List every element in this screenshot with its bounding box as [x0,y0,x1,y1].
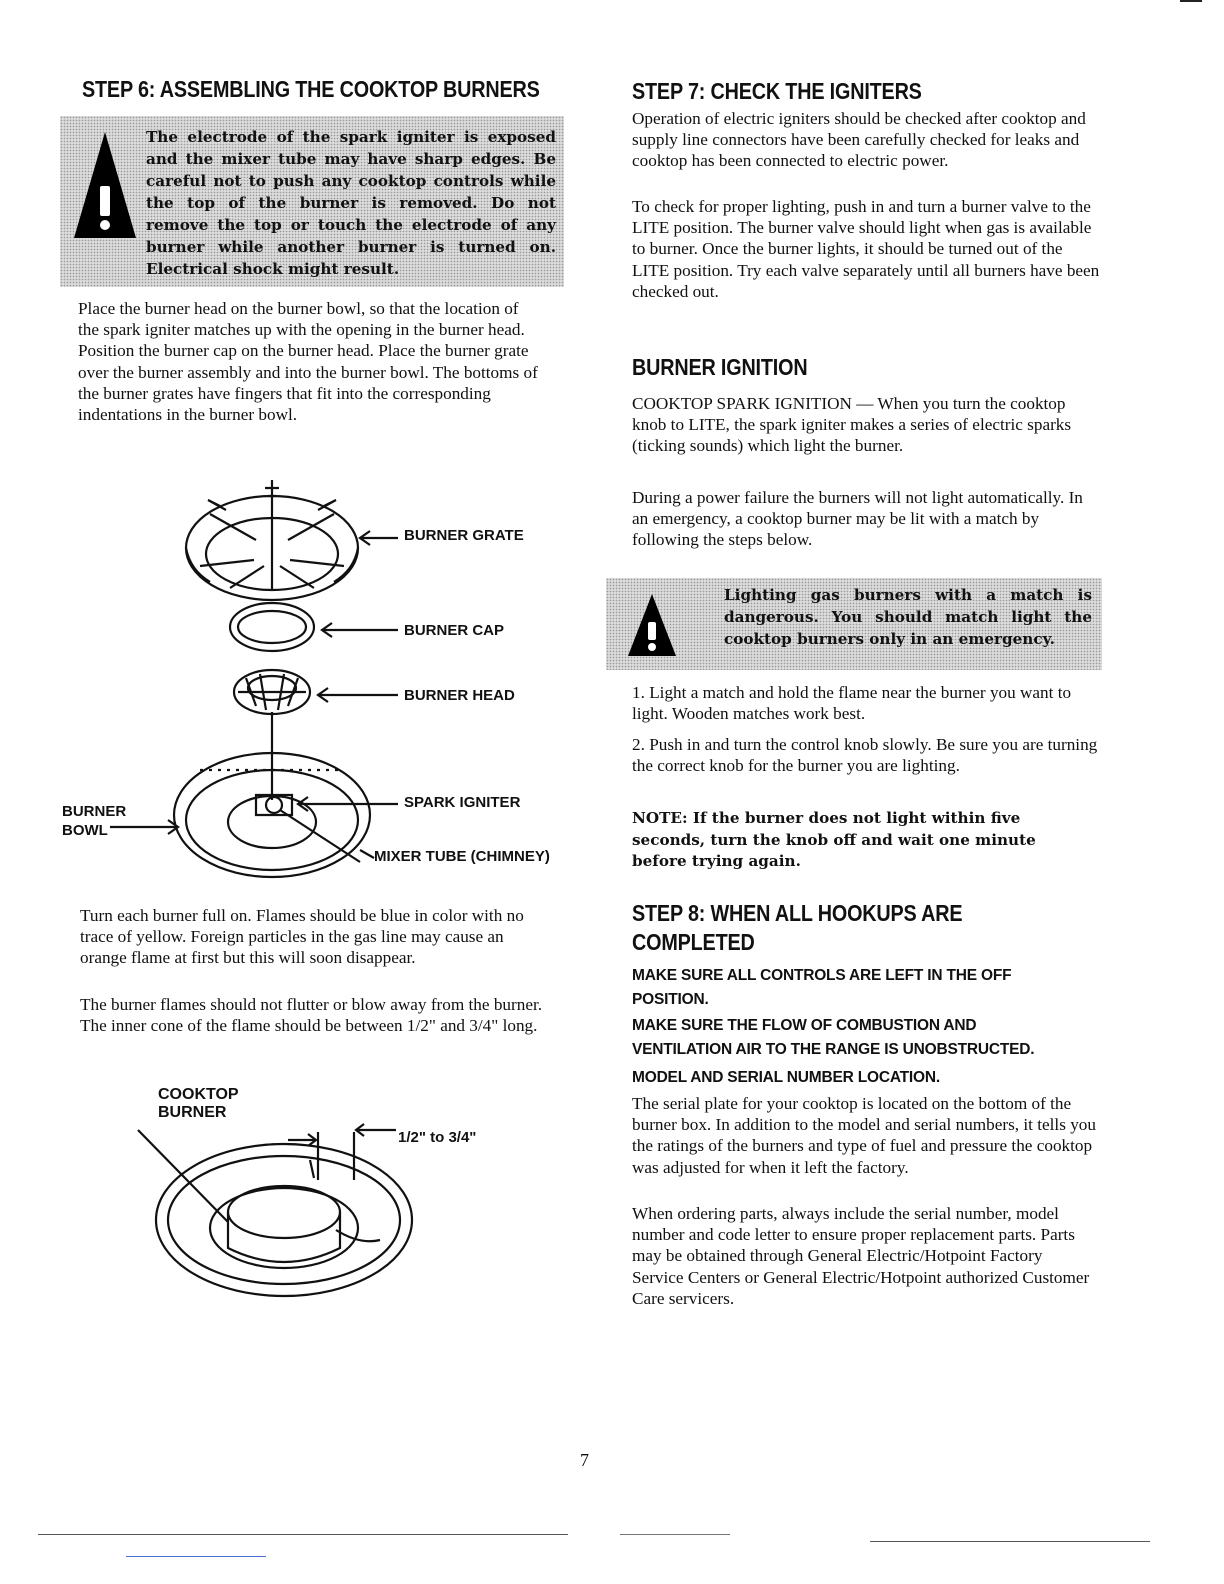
scan-line-mid [620,1534,730,1535]
ignition-note: NOTE: If the burner does not light within five seconds, turn the knob off and wait one minute before trying again. [632,809,1036,870]
label-burner-cap: BURNER CAP [404,622,505,639]
step6-warning-box [60,116,564,287]
label-flame-size: 1/2" to 3/4" [398,1129,477,1146]
flame-height-diagram [140,1120,440,1310]
step6-paragraph-1: Place the burner head on the burner bowl, so that the location of the spark igniter matches up with the opening in the burner head. Position the burner cap on the burner head. Place the burner grate over the burner assembly and into the burner bowl. The bottoms of the burner grates have fingers that fit into the corresponding indentations in the burner bowl. [78,299,538,425]
ignition-warning-text: Lighting gas burners with a match is dangerous. You should match light the cooktop burners only in an emergency. [724,586,1092,648]
step8-subheading-3: MODEL AND SERIAL NUMBER LOCATION. [632,1069,940,1086]
burner-ignition-heading: BURNER IGNITION [632,354,808,380]
burner-grate-drawing [186,480,358,600]
ignition-step-1: 1. Light a match and hold the flame near the burner you want to light. Wooden matches work best. [632,683,1072,724]
label-cooktop-line1: COOKTOP [158,1086,239,1103]
step7-paragraph-1: Operation of electric igniters should be checked after cooktop and supply line connectors have been carefully checked for leaks and cooktop has been connected to electric power. [632,109,1086,171]
ignition-warning-box [606,578,1102,670]
step8-paragraph-1: The serial plate for your cooktop is located on the bottom of the burner box. In addition to the model and serial numbers, it tells you the ratings of the burners and type of fuel and pressure the cooktop was adjusted for when it left the factory. [632,1094,1096,1177]
scan-mark-top [1180,0,1202,2]
step8-subheading-2: MAKE SURE THE FLOW OF COMBUSTION AND VENTILATION AIR TO THE RANGE IS UNOBSTRUCTED. [632,1017,1035,1058]
label-spark-igniter: SPARK IGNITER [404,794,521,811]
step8-heading-line2: COMPLETED [632,929,755,955]
label-mixer-tube: MIXER TUBE (CHIMNEY) [374,848,550,865]
label-cooktop-line2: BURNER [158,1104,227,1121]
label-burner-grate: BURNER GRATE [404,527,524,544]
step7-heading: STEP 7: CHECK THE IGNITERS [632,78,922,104]
step6-heading: STEP 6: ASSEMBLING THE COOKTOP BURNERS [82,76,540,102]
step8-heading-line1: STEP 8: WHEN ALL HOOKUPS ARE [632,900,963,926]
step6-paragraph-2: Turn each burner full on. Flames should be blue in color with no trace of yellow. Foreign particles in the gas line may cause an orange flame at first but this will soon disappear. [80,906,524,968]
page-number: 7 [580,1450,589,1470]
label-burner-bowl-line1: BURNER [62,803,127,820]
step6-warning-text: The electrode of the spark igniter is exposed and the mixer tube may have sharp edges. Be careful not to push any cooktop controls while the top of the burner is removed. Do not remove the top or touch the electrode of any burner while another burner is turned on. Electrical shock might result. [146,128,556,278]
step8-subheading-1: MAKE SURE ALL CONTROLS ARE LEFT IN THE OFF POSITION. [632,967,1012,1008]
step8-paragraph-2: When ordering parts, always include the serial number, model number and code letter to ensure proper replacement parts. Parts may be obtained through General Electric/Hotpoint Factory Service Centers or General Electric/Hotpoint authorized Customer Care servicers. [632,1204,1090,1308]
label-burner-bowl-line2: BOWL [62,822,108,839]
scan-line-blue [126,1556,266,1557]
warning-triangle-icon-2 [628,594,676,656]
step6-paragraph-3: The burner flames should not flutter or blow away from the burner. The inner cone of the flame should be between 1/2" and 3/4" long. [80,995,543,1036]
ignition-step-2: 2. Push in and turn the control knob slowly. Be sure you are turning the correct knob for the burner you are lighting. [632,735,1098,776]
warning-triangle-icon [74,132,136,238]
scan-line-left [38,1534,568,1535]
step7-paragraph-2: To check for proper lighting, push in and turn a burner valve to the LITE position. The burner valve should light when gas is available to burner. Once the burner lights, it should be turned out of the LITE position. Try each valve separately until all burners have been checked out. [632,197,1100,301]
ignition-paragraph-1: COOKTOP SPARK IGNITION — When you turn the cooktop knob to LITE, the spark igniter makes a series of electric sparks (ticking sounds) which light the burner. [632,394,1072,456]
ignition-paragraph-2: During a power failure the burners will not light automatically. In an emergency, a cooktop burner may be lit with a match by following the steps below. [632,488,1083,550]
burner-head-drawing [234,670,310,714]
label-burner-head: BURNER HEAD [404,687,515,704]
scan-line-right [870,1541,1150,1542]
